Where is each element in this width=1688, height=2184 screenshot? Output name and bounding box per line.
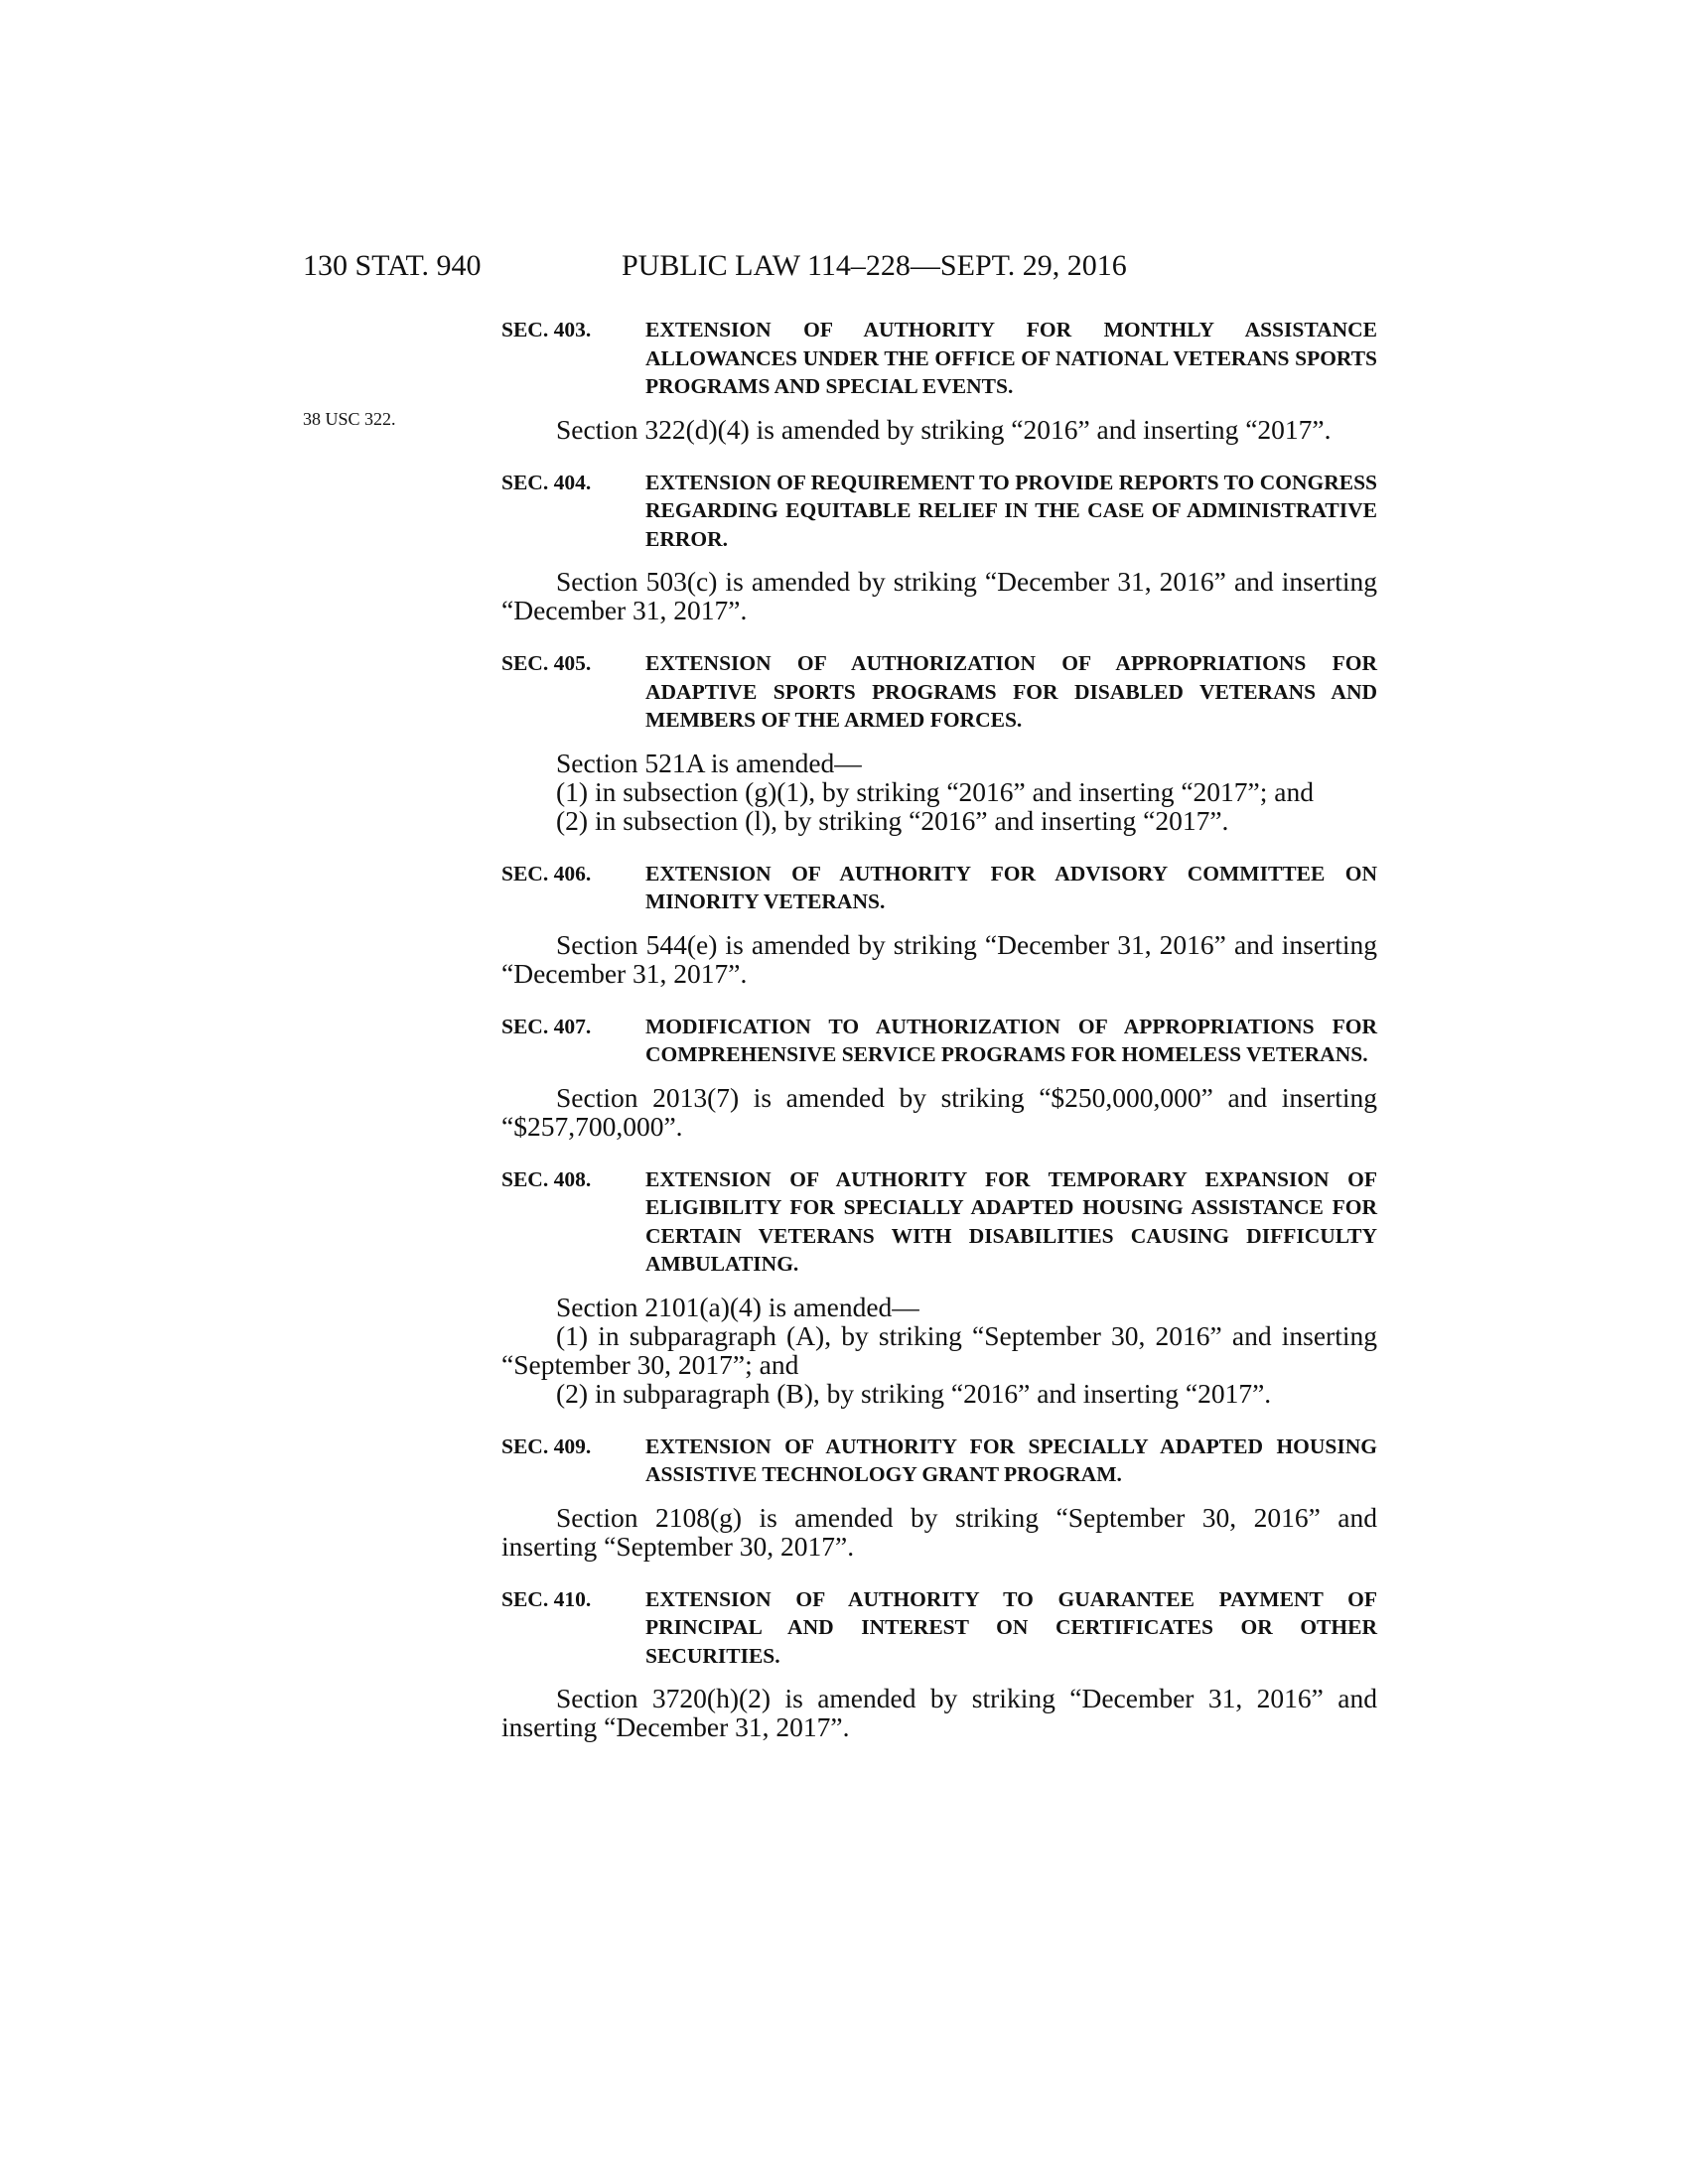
section-heading [501, 1013, 1377, 1069]
section-heading [501, 316, 1377, 401]
section-text: Section 3720(h)(2) is amended by striking “December 31, 2016” and inserting “December 31, 2017”. [501, 1683, 1377, 1742]
section-title: MODIFICATION TO AUTHORIZATION OF APPROPRIATIONS FOR COMPREHENSIVE SERVICE PROGRAMS FOR HOMELESS VETERANS. [645, 1014, 1377, 1066]
section-title: EXTENSION OF AUTHORITY FOR MONTHLY ASSISTANCE ALLOWANCES UNDER THE OFFICE OF NATIONAL VETERANS SPORTS PROGRAMS AND SPECIAL EVENTS. [645, 318, 1377, 398]
document-body [501, 316, 1377, 1766]
section-409 [501, 1433, 1377, 1561]
section-number: SEC. 404. [501, 470, 592, 494]
section-number: SEC. 407. [501, 1014, 592, 1038]
section-heading [501, 649, 1377, 735]
section-heading [501, 860, 1377, 916]
section-number: SEC. 405. [501, 651, 592, 675]
section-title: EXTENSION OF AUTHORITY FOR ADVISORY COMMITTEE ON MINORITY VETERANS. [645, 861, 1377, 913]
section-406 [501, 860, 1377, 988]
section-408 [501, 1165, 1377, 1408]
section-405 [501, 649, 1377, 835]
section-heading [501, 1165, 1377, 1279]
section-text: Section 322(d)(4) is amended by striking “2016” and inserting “2017”. [556, 413, 1332, 445]
section-title: EXTENSION OF AUTHORIZATION OF APPROPRIATIONS FOR ADAPTIVE SPORTS PROGRAMS FOR DISABLED VETERANS AND MEMBERS OF THE ARMED FORCES. [645, 651, 1377, 732]
section-text: Section 544(e) is amended by striking “December 31, 2016” and inserting “December 31, 2017”. [501, 928, 1377, 989]
section-title: EXTENSION OF REQUIREMENT TO PROVIDE REPORTS TO CONGRESS REGARDING EQUITABLE RELIEF IN THE CASE OF ADMINISTRATIVE ERROR. [645, 470, 1377, 551]
section-403 [501, 316, 1377, 444]
section-heading [501, 1433, 1377, 1489]
section-number: SEC. 406. [501, 861, 592, 886]
section-text-lead: Section 2101(a)(4) is amended— [556, 1291, 919, 1322]
section-item: (1) in subparagraph (A), by striking “September 30, 2016” and inserting “September 30, 2017”; and [501, 1319, 1377, 1380]
section-item: (2) in subsection (l), by striking “2016” and inserting “2017”. [556, 804, 1229, 836]
section-text: Section 2013(7) is amended by striking “$250,000,000” and inserting “$257,700,000”. [501, 1081, 1377, 1142]
section-404 [501, 469, 1377, 625]
section-410 [501, 1585, 1377, 1742]
section-text: Section 503(c) is amended by striking “December 31, 2016” and inserting “December 31, 2017”. [501, 566, 1377, 625]
section-title: EXTENSION OF AUTHORITY FOR SPECIALLY ADAPTED HOUSING ASSISTIVE TECHNOLOGY GRANT PROGRAM. [645, 1433, 1377, 1486]
section-number: SEC. 409. [501, 1433, 592, 1458]
running-head [303, 246, 1377, 286]
section-text-lead: Section 521A is amended— [556, 747, 862, 778]
section-item: (2) in subparagraph (B), by striking “2016” and inserting “2017”. [556, 1377, 1272, 1409]
section-number: SEC. 403. [501, 318, 592, 341]
section-heading [501, 469, 1377, 554]
section-item: (1) in subsection (g)(1), by striking “2016” and inserting “2017”; and [556, 775, 1314, 807]
section-text: Section 2108(g) is amended by striking “September 30, 2016” and inserting “September 30, 2017”. [501, 1501, 1377, 1562]
stat-page-number: 130 STAT. 940 [303, 249, 482, 282]
margin-note-usc-citation: 38 USC 322. [303, 409, 396, 429]
section-number: SEC. 408. [501, 1166, 592, 1191]
section-title: EXTENSION OF AUTHORITY TO GUARANTEE PAYMENT OF PRINCIPAL AND INTEREST ON CERTIFICATES OR OTHER SECURITIES. [645, 1586, 1377, 1668]
section-number: SEC. 410. [501, 1586, 592, 1611]
section-heading [501, 1585, 1377, 1671]
section-title: EXTENSION OF AUTHORITY FOR TEMPORARY EXPANSION OF ELIGIBILITY FOR SPECIALLY ADAPTED HOUSING ASSISTANCE FOR CERTAIN VETERANS WITH DISABILITIES CAUSING DIFFICULTY AMBULATING. [645, 1166, 1377, 1276]
section-407 [501, 1013, 1377, 1141]
public-law-date: PUBLIC LAW 114–228—SEPT. 29, 2016 [622, 249, 1127, 282]
